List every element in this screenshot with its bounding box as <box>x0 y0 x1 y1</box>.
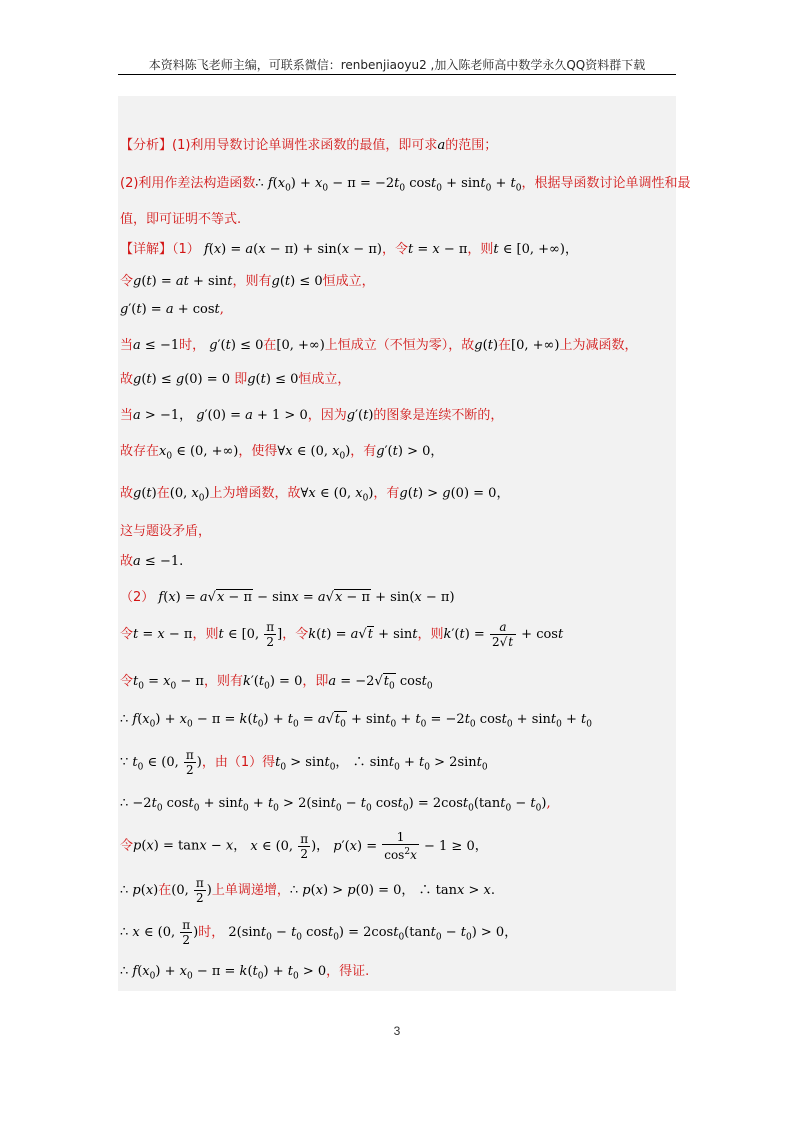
detail-line-8: 故g(t)在(0, $x_0$)上为增函数，故∀x ∈ (0, $x_0$)，有g(t) > g(0) = 0， <box>120 486 510 504</box>
analysis-tag: 【分析】 <box>120 138 173 153</box>
detail-line-10: 故a ≤ −1. <box>120 554 184 569</box>
detail-line-11: （2） f(x) = a√x − π − sinx = a√x − π + sin(x − π) <box>120 590 455 605</box>
detail-line-4: 当a ≤ −1时， g′(t) ≤ 0在[0, +∞)上恒成立（不恒为零），故g(t)在[0, +∞)上为减函数， <box>120 338 638 353</box>
detail-line-12: 令t = x − π，则t ∈ [0, $\frac{\pi}{2}$ ]，令k(t) = a√t + sint，则k′(t) = $\frac{a}{2√t}$ + cost <box>120 620 564 649</box>
detail-line-14: ∴ $f(x_0) + x_0 - \pi = k(t_0) + t_0 = a√t_0 + \sin t_0 + t_0 = -2t_0$ $\cos t_0 + \sin t_0 + t_0$ <box>120 712 593 730</box>
analysis-line-2: (2)利用作差法构造函数∴ $f(x_0) + x_0 - \pi = -2t_0$ $\cos t_0 + \sin t_0 + t_0$，根据导函数讨论单调性和最 <box>120 176 691 194</box>
page-number: 3 <box>393 1024 401 1038</box>
detail-line-9: 这与题设矛盾， <box>120 524 212 539</box>
detail-line-16: ∴ $-2t_0$ $\cos t_0 + \sin t_0 + t_0 > 2(\sin t_0 - t_0$ $\cos t_0) = 2\cos t_0(\tan t_0 - t_0)$, <box>120 796 551 814</box>
detail-line-18: ∴ p(x)在(0, $\frac{\pi}{2}$ )上单调递增，∴ p(x) > p(0) = 0， ∴ tanx > x. <box>120 876 496 905</box>
detail-line-15: ∵ $t_0$ ∈ (0, $\frac{\pi}{2}$ )，由（1）得$t_0 > \sin t_0$， ∴ $\sin t_0 + t_0 > 2\sin t_0$ <box>120 748 488 777</box>
header-divider <box>118 74 676 75</box>
detail-line-7: 故存在$x_0$ ∈ (0, +∞)，使得∀x ∈ (0, $x_0$)，有g′(t) > 0， <box>120 444 444 462</box>
detail-line-5: 故g(t) ≤ g(0) = 0 即g(t) ≤ 0恒成立， <box>120 372 351 387</box>
detail-line-3: g′(t) = a + cost, <box>120 302 224 317</box>
solution-block <box>118 96 691 991</box>
detail-line-13: 令$t_0 = x_0 - \pi$，则有$k'(t_0) = 0$，即$a = -2√t_0$ cost$_0$ <box>120 674 433 692</box>
detail-line-6: 当a > −1， g′(0) = a + 1 > 0，因为g′(t)的图象是连续不断的， <box>120 408 504 423</box>
detail-line-2: 令g(t) = at + sint，则有g(t) ≤ 0恒成立， <box>120 274 375 289</box>
analysis-line-1: 【分析】(1)利用导数讨论单调性求函数的最值，即可求a的范围； <box>120 138 498 153</box>
page-header: 本资料陈飞老师主编，可联系微信：renbenjiaoyu2 ,加入陈老师高中数学永久QQ资料群下载 <box>148 58 646 72</box>
detail-line-19: ∴ x ∈ (0, $\frac{\pi}{2}$ )时， $2(\sin t_0 - t_0$ $\cos t_0) = 2\cos t_0(\tan t_0 - t_0) > 0$， <box>120 918 518 947</box>
analysis-line-3: 值，即可证明不等式. <box>120 212 242 227</box>
detail-line-17: 令p(x) = tanx − x， x ∈ (0, $\frac{\pi}{2}$ )， p′(x) = $\frac{1}{\cos^2x}$ − 1 ≥ 0， <box>120 830 488 862</box>
detail-line-1: 【详解】（1） f(x) = a(x − π) + sin(x − π)，令t = x − π，则t ∈ [0, +∞)， <box>120 242 578 257</box>
detail-line-20: ∴ $f(x_0) + x_0 - \pi = k(t_0) + t_0 > 0$，得证. <box>120 964 370 982</box>
